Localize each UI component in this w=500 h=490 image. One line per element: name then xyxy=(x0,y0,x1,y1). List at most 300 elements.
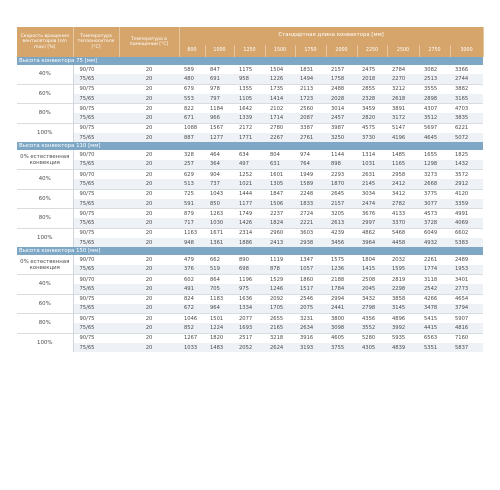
fan-speed-cell: 100% xyxy=(17,123,73,142)
value-cell: 376 xyxy=(179,265,205,275)
table-row xyxy=(17,343,483,352)
room-temp-cell: 20 xyxy=(145,152,153,159)
value-cell: 7160 xyxy=(450,333,483,343)
value-cell: 3555 xyxy=(419,84,450,94)
value-cell: 978 xyxy=(205,84,234,94)
value-cell: 958 xyxy=(234,74,265,84)
room-temp-cell: 20 xyxy=(119,228,179,238)
temp-diff-cell: 75/65 xyxy=(73,133,119,142)
length-2000: 2000 xyxy=(326,45,357,57)
section-title: Высота конвектора 110 [мм] xyxy=(17,142,483,150)
value-cell: 4266 xyxy=(419,294,450,304)
value-cell: 890 xyxy=(239,256,249,263)
value-cell: 1277 xyxy=(205,133,234,142)
table-row xyxy=(17,323,483,333)
value-cell: 1298 xyxy=(419,160,450,170)
value-cell: 887 xyxy=(179,133,205,142)
table-row xyxy=(17,123,483,133)
value-cell: 3165 xyxy=(450,94,483,104)
table-row xyxy=(17,104,483,114)
room-temp-cell: 20 xyxy=(119,104,179,114)
value-cell: 2102 xyxy=(265,104,295,114)
temp-diff-cell: 90/70 xyxy=(73,169,119,179)
value-cell: 1267 xyxy=(179,333,205,343)
temp-diff-cell: 90/75 xyxy=(73,189,119,199)
table-row xyxy=(17,199,483,209)
value-cell: 5468 xyxy=(387,228,419,238)
value-cell: 2237 xyxy=(265,209,295,219)
temp-diff-cell: 75/65 xyxy=(73,74,119,84)
value-cell: 2298 xyxy=(387,284,419,294)
value-cell: 691 xyxy=(205,74,234,84)
value-cell: 602 xyxy=(179,274,205,284)
value-cell: 1595 xyxy=(387,265,419,275)
value-cell: 2018 xyxy=(357,74,387,84)
header-length-title: Стандартная длина конвектора [мм] xyxy=(179,27,483,45)
value-cell: 2668 xyxy=(419,179,450,189)
value-cell: 1804 xyxy=(362,256,376,263)
room-temp-cell: 20 xyxy=(119,314,179,324)
table-row xyxy=(17,304,483,314)
value-cell: 2508 xyxy=(357,274,387,284)
room-temp-cell: 20 xyxy=(119,343,179,352)
value-cell: 4069 xyxy=(450,218,483,228)
value-cell: 2997 xyxy=(357,218,387,228)
value-cell: 3118 xyxy=(419,274,450,284)
value-cell: 4573 xyxy=(419,209,450,219)
temp-diff-cell: 90/75 xyxy=(73,123,119,133)
value-cell: 698 xyxy=(234,265,265,275)
value-cell: 2314 xyxy=(234,228,265,238)
value-cell: 2457 xyxy=(326,113,357,123)
room-temp-cell: 20 xyxy=(119,179,179,189)
value-cell: 3193 xyxy=(295,343,326,352)
value-cell: 1506 xyxy=(265,199,295,209)
value-cell: 4703 xyxy=(450,104,483,114)
value-cell: 1177 xyxy=(234,199,265,209)
value-cell: 480 xyxy=(179,74,205,84)
value-cell: 3512 xyxy=(419,113,450,123)
value-cell: 2613 xyxy=(326,218,357,228)
value-cell: 1671 xyxy=(205,228,234,238)
value-cell: 1305 xyxy=(265,179,295,189)
temp-diff-cell: 90/75 xyxy=(73,228,119,238)
value-cell: 1655 xyxy=(424,152,438,159)
value-cell: 5935 xyxy=(387,333,419,343)
temp-diff-cell: 90/75 xyxy=(73,314,119,324)
value-cell: 3432 xyxy=(357,294,387,304)
table-row xyxy=(17,94,483,104)
table-row xyxy=(17,65,483,74)
value-cell: 1334 xyxy=(234,304,265,314)
value-cell: 850 xyxy=(205,199,234,209)
value-cell: 1119 xyxy=(270,256,284,263)
value-cell: 2994 xyxy=(326,294,357,304)
value-cell: 2798 xyxy=(357,304,387,314)
table-body xyxy=(17,57,483,352)
value-cell: 3882 xyxy=(450,84,483,94)
temp-diff-cell: 75/65 xyxy=(73,238,119,247)
value-cell: 764 xyxy=(295,160,326,170)
value-cell: 2075 xyxy=(295,304,326,314)
temp-diff-cell: 90/70 xyxy=(79,256,95,263)
value-cell: 672 xyxy=(179,304,205,314)
value-cell: 634 xyxy=(239,152,249,159)
value-cell: 3775 xyxy=(419,189,450,199)
fan-speed-cell: 0% естественная конвекция xyxy=(17,255,73,274)
header-row xyxy=(17,27,483,45)
value-cell: 5351 xyxy=(419,343,450,352)
value-cell: 1589 xyxy=(295,179,326,189)
value-cell: 2092 xyxy=(265,294,295,304)
room-temp-cell: 20 xyxy=(119,218,179,228)
value-cell: 2087 xyxy=(295,113,326,123)
value-cell: 2546 xyxy=(295,294,326,304)
header-room-temp: Температура в помещении [°C] xyxy=(119,27,179,57)
table-row xyxy=(17,238,483,247)
table-row xyxy=(17,160,483,170)
value-cell: 2489 xyxy=(455,256,469,263)
value-cell: 4991 xyxy=(450,209,483,219)
value-cell: 2560 xyxy=(295,104,326,114)
value-cell: 2412 xyxy=(387,179,419,189)
value-cell: 2517 xyxy=(234,333,265,343)
value-cell: 3459 xyxy=(357,104,387,114)
value-cell: 1314 xyxy=(362,152,376,159)
room-temp-cell: 20 xyxy=(119,274,179,284)
value-cell: 553 xyxy=(179,94,205,104)
value-cell: 1758 xyxy=(326,74,357,84)
value-cell: 2960 xyxy=(265,228,295,238)
table-row xyxy=(17,265,483,275)
value-cell: 5837 xyxy=(450,343,483,352)
value-cell: 1175 xyxy=(239,66,253,73)
value-cell: 1046 xyxy=(179,314,205,324)
value-cell: 2761 xyxy=(295,133,326,142)
room-temp-cell: 20 xyxy=(119,284,179,294)
value-cell: 4605 xyxy=(326,333,357,343)
value-cell: 2475 xyxy=(362,66,376,73)
table-row xyxy=(17,74,483,84)
value-cell: 2819 xyxy=(387,274,419,284)
value-cell: 2488 xyxy=(326,84,357,94)
value-cell: 3370 xyxy=(387,218,419,228)
value-cell: 1236 xyxy=(326,265,357,275)
value-cell: 3412 xyxy=(387,189,419,199)
value-cell: 3916 xyxy=(295,333,326,343)
value-cell: 948 xyxy=(179,238,205,247)
value-cell: 3082 xyxy=(424,66,438,73)
value-cell: 2441 xyxy=(326,304,357,314)
temp-diff-cell: 75/65 xyxy=(73,179,119,189)
temp-diff-cell: 75/65 xyxy=(73,160,119,170)
value-cell: 3172 xyxy=(387,113,419,123)
value-cell: 3359 xyxy=(450,199,483,209)
value-cell: 1347 xyxy=(300,256,314,263)
section-header xyxy=(17,57,483,65)
value-cell: 1601 xyxy=(265,169,295,179)
table-row xyxy=(17,218,483,228)
value-cell: 1444 xyxy=(234,189,265,199)
value-cell: 1414 xyxy=(265,94,295,104)
value-cell: 3218 xyxy=(265,333,295,343)
value-cell: 479 xyxy=(184,256,194,263)
value-cell: 4654 xyxy=(450,294,483,304)
value-cell: 1339 xyxy=(234,113,265,123)
temp-diff-cell: 90/75 xyxy=(73,294,119,304)
table-row xyxy=(17,169,483,179)
value-cell: 257 xyxy=(179,160,205,170)
room-temp-cell: 20 xyxy=(119,74,179,84)
value-cell: 2744 xyxy=(450,74,483,84)
header-speed: Скорость вращения вентиляторов (n/n max) [%] xyxy=(17,27,73,57)
length-2500: 2500 xyxy=(387,45,419,57)
room-temp-cell: 20 xyxy=(145,256,153,263)
value-cell: 1501 xyxy=(205,314,234,324)
room-temp-cell: 20 xyxy=(119,294,179,304)
value-cell: 2631 xyxy=(357,169,387,179)
value-cell: 1860 xyxy=(295,274,326,284)
value-cell: 1723 xyxy=(295,94,326,104)
length-1000: 1000 xyxy=(205,45,234,57)
value-cell: 2077 xyxy=(234,314,265,324)
room-temp-cell: 20 xyxy=(119,84,179,94)
value-cell: 5697 xyxy=(419,123,450,133)
value-cell: 2270 xyxy=(387,74,419,84)
value-cell: 4305 xyxy=(357,343,387,352)
value-cell: 804 xyxy=(270,152,280,159)
fan-speed-cell: 80% xyxy=(17,209,73,229)
fan-speed-cell: 0% естественная конвекция xyxy=(17,150,73,169)
value-cell: 966 xyxy=(205,113,234,123)
value-cell: 1033 xyxy=(179,343,205,352)
value-cell: 4896 xyxy=(387,314,419,324)
value-cell: 3014 xyxy=(326,104,357,114)
value-cell: 6221 xyxy=(450,123,483,133)
convector-performance-table xyxy=(17,27,484,352)
section-header xyxy=(17,247,483,255)
value-cell: 4645 xyxy=(419,133,450,142)
value-cell: 497 xyxy=(234,160,265,170)
length-3000: 3000 xyxy=(450,45,483,57)
value-cell: 1825 xyxy=(455,152,469,159)
value-cell: 2113 xyxy=(295,84,326,94)
table-row xyxy=(17,84,483,94)
value-cell: 2855 xyxy=(357,84,387,94)
value-cell: 797 xyxy=(205,94,234,104)
value-cell: 2221 xyxy=(295,218,326,228)
value-cell: 3401 xyxy=(450,274,483,284)
value-cell: 1494 xyxy=(295,74,326,84)
value-cell: 1144 xyxy=(331,152,345,159)
room-temp-cell: 20 xyxy=(119,113,179,123)
value-cell: 5907 xyxy=(450,314,483,324)
value-cell: 1355 xyxy=(234,84,265,94)
value-cell: 1949 xyxy=(295,169,326,179)
value-cell: 3250 xyxy=(326,133,357,142)
length-1750: 1750 xyxy=(295,45,326,57)
value-cell: 3145 xyxy=(387,304,419,314)
value-cell: 964 xyxy=(205,304,234,314)
fan-speed-cell: 60% xyxy=(17,294,73,314)
value-cell: 662 xyxy=(210,256,220,263)
fan-speed-cell: 80% xyxy=(17,314,73,334)
value-cell: 1031 xyxy=(357,160,387,170)
value-cell: 2157 xyxy=(331,66,345,73)
fan-speed-cell: 60% xyxy=(17,189,73,209)
table-row xyxy=(17,179,483,189)
value-cell: 1263 xyxy=(205,209,234,219)
value-cell: 1953 xyxy=(450,265,483,275)
value-cell: 4839 xyxy=(387,343,419,352)
value-cell: 705 xyxy=(205,284,234,294)
room-temp-cell: 20 xyxy=(119,333,179,343)
table-row xyxy=(17,150,483,159)
temp-diff-cell: 75/65 xyxy=(73,265,119,275)
room-temp-cell: 20 xyxy=(119,304,179,314)
value-cell: 4862 xyxy=(357,228,387,238)
value-cell: 2780 xyxy=(265,123,295,133)
value-cell: 4356 xyxy=(357,314,387,324)
value-cell: 878 xyxy=(265,265,295,275)
value-cell: 2293 xyxy=(326,169,357,179)
section-header xyxy=(17,142,483,150)
temp-diff-cell: 75/65 xyxy=(73,343,119,352)
value-cell: 1705 xyxy=(265,304,295,314)
room-temp-cell: 20 xyxy=(145,66,153,73)
value-cell: 2784 xyxy=(392,66,406,73)
value-cell: 3603 xyxy=(295,228,326,238)
value-cell: 1021 xyxy=(234,179,265,189)
table-row xyxy=(17,274,483,284)
value-cell: 3552 xyxy=(357,323,387,333)
value-cell: 2634 xyxy=(295,323,326,333)
temp-diff-cell: 75/65 xyxy=(73,284,119,294)
value-cell: 1226 xyxy=(265,74,295,84)
value-cell: 629 xyxy=(179,169,205,179)
value-cell: 717 xyxy=(179,218,205,228)
value-cell: 3858 xyxy=(387,294,419,304)
value-cell: 1529 xyxy=(265,274,295,284)
value-cell: 3800 xyxy=(326,314,357,324)
value-cell: 2267 xyxy=(265,133,295,142)
value-cell: 1771 xyxy=(234,133,265,142)
value-cell: 2261 xyxy=(424,256,438,263)
table-row xyxy=(17,113,483,123)
value-cell: 3987 xyxy=(326,123,357,133)
value-cell: 4239 xyxy=(326,228,357,238)
value-cell: 2248 xyxy=(295,189,326,199)
value-cell: 3034 xyxy=(357,189,387,199)
value-cell: 3366 xyxy=(455,66,469,73)
section-title: Высота конвектора 150 [мм] xyxy=(17,247,483,255)
value-cell: 6602 xyxy=(450,228,483,238)
value-cell: 1820 xyxy=(205,333,234,343)
value-cell: 2624 xyxy=(265,343,295,352)
value-cell: 1183 xyxy=(205,294,234,304)
value-cell: 3755 xyxy=(326,343,357,352)
value-cell: 1831 xyxy=(300,66,314,73)
fan-speed-cell: 40% xyxy=(17,65,73,84)
value-cell: 3891 xyxy=(387,104,419,114)
room-temp-cell: 20 xyxy=(119,209,179,219)
value-cell: 1165 xyxy=(387,160,419,170)
value-cell: 1432 xyxy=(450,160,483,170)
value-cell: 3964 xyxy=(357,238,387,247)
value-cell: 2655 xyxy=(265,314,295,324)
value-cell: 2958 xyxy=(387,169,419,179)
value-cell: 2724 xyxy=(295,209,326,219)
value-cell: 3572 xyxy=(450,169,483,179)
fan-speed-cell: 100% xyxy=(17,228,73,247)
value-cell: 3835 xyxy=(450,113,483,123)
value-cell: 1043 xyxy=(205,189,234,199)
temp-diff-cell: 75/65 xyxy=(73,113,119,123)
value-cell: 725 xyxy=(179,189,205,199)
value-cell: 3273 xyxy=(419,169,450,179)
value-cell: 2188 xyxy=(326,274,357,284)
value-cell: 1886 xyxy=(234,238,265,247)
value-cell: 1504 xyxy=(270,66,284,73)
value-cell: 1184 xyxy=(205,104,234,114)
value-cell: 1714 xyxy=(265,113,295,123)
value-cell: 464 xyxy=(210,152,220,159)
temp-diff-cell: 90/75 xyxy=(73,104,119,114)
fan-speed-cell: 100% xyxy=(17,333,73,352)
value-cell: 3205 xyxy=(326,209,357,219)
value-cell: 2513 xyxy=(419,74,450,84)
value-cell: 631 xyxy=(265,160,295,170)
room-temp-cell: 20 xyxy=(119,133,179,142)
value-cell: 824 xyxy=(179,294,205,304)
value-cell: 671 xyxy=(179,113,205,123)
value-cell: 2028 xyxy=(326,94,357,104)
length-800: 800 xyxy=(179,45,205,57)
section-title: Высота конвектора 75 [мм] xyxy=(17,57,483,65)
value-cell: 1030 xyxy=(205,218,234,228)
length-2250: 2250 xyxy=(357,45,387,57)
value-cell: 5280 xyxy=(357,333,387,343)
value-cell: 364 xyxy=(205,160,234,170)
fan-speed-cell: 60% xyxy=(17,84,73,104)
value-cell: 1426 xyxy=(234,218,265,228)
value-cell: 3728 xyxy=(419,218,450,228)
value-cell: 1833 xyxy=(295,199,326,209)
value-cell: 4458 xyxy=(387,238,419,247)
value-cell: 3098 xyxy=(326,323,357,333)
room-temp-cell: 20 xyxy=(119,169,179,179)
value-cell: 2898 xyxy=(419,94,450,104)
value-cell: 3478 xyxy=(419,304,450,314)
value-cell: 975 xyxy=(234,284,265,294)
temp-diff-cell: 75/65 xyxy=(73,304,119,314)
value-cell: 3794 xyxy=(450,304,483,314)
length-1500: 1500 xyxy=(265,45,295,57)
value-cell: 3456 xyxy=(326,238,357,247)
value-cell: 2172 xyxy=(234,123,265,133)
value-cell: 2938 xyxy=(295,238,326,247)
temp-diff-cell: 75/65 xyxy=(73,323,119,333)
table-row xyxy=(17,189,483,199)
value-cell: 1824 xyxy=(265,218,295,228)
value-cell: 879 xyxy=(179,209,205,219)
value-cell: 5415 xyxy=(419,314,450,324)
temp-diff-cell: 90/75 xyxy=(73,84,119,94)
temp-diff-cell: 90/70 xyxy=(79,66,95,73)
value-cell: 2645 xyxy=(326,189,357,199)
value-cell: 1415 xyxy=(357,265,387,275)
fan-speed-cell: 40% xyxy=(17,274,73,294)
